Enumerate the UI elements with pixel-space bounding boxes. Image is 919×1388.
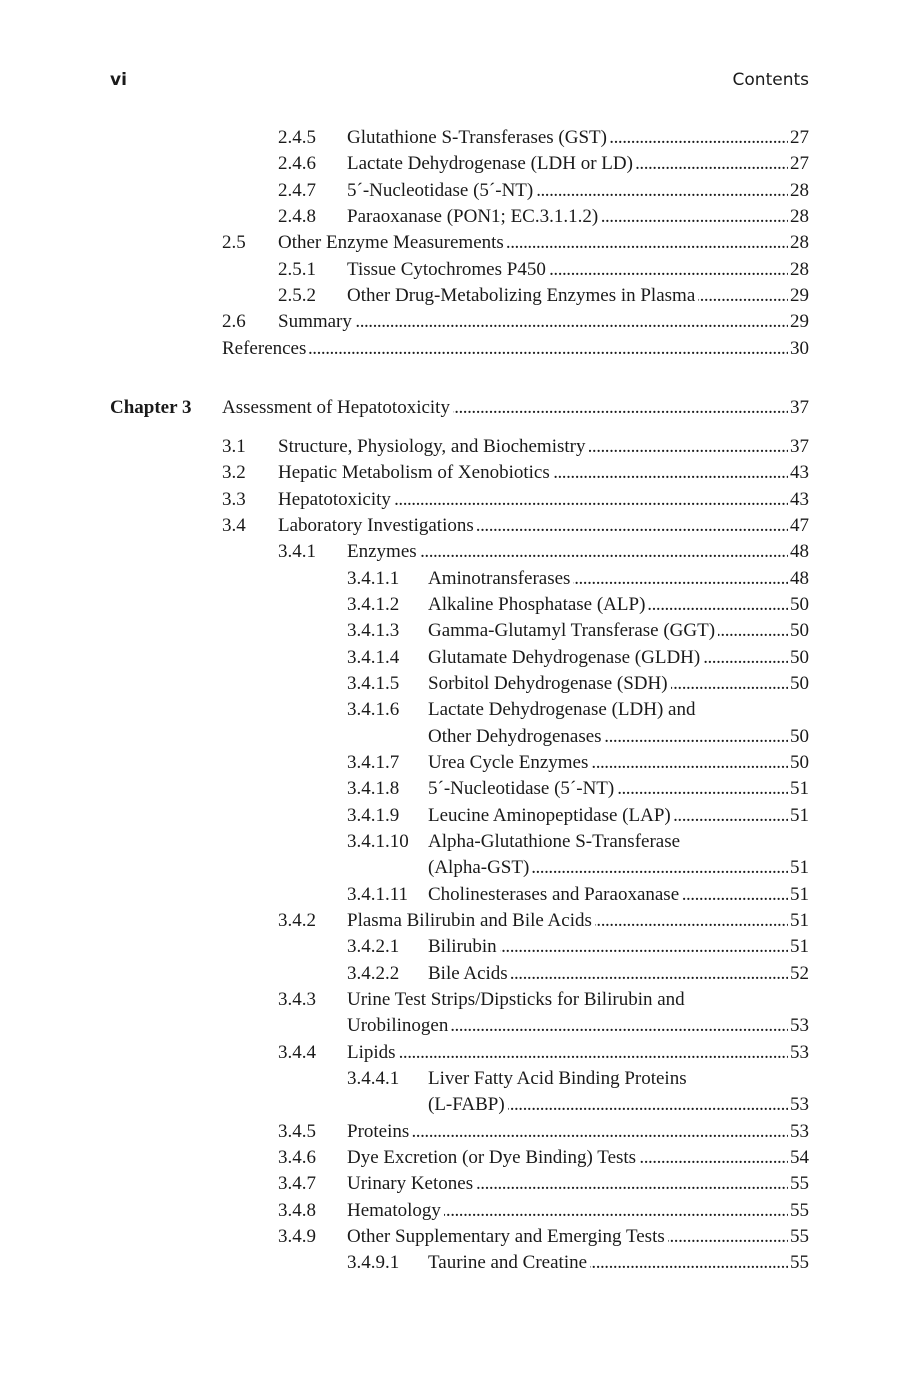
section-number: 3.4.3: [278, 989, 316, 1010]
section-number: 2.4.6: [278, 153, 316, 174]
running-header: [110, 70, 809, 96]
section-title: Sorbitol Dehydrogenase (SDH): [428, 673, 671, 694]
page-ref: 51: [788, 908, 809, 934]
section-title-wrap: [278, 460, 809, 486]
section-title-wrap: [222, 336, 809, 362]
page-ref: 43: [788, 487, 809, 513]
toc-entry[interactable]: [0, 750, 919, 776]
page-ref: 53: [788, 1040, 809, 1066]
section-title-wrap: [347, 257, 809, 283]
toc-entry[interactable]: [0, 882, 919, 908]
running-title: Contents: [732, 70, 809, 90]
toc-entry[interactable]: [0, 1066, 919, 1092]
toc-entry[interactable]: [0, 539, 919, 565]
page-ref: 50: [788, 750, 809, 776]
toc-entry[interactable]: [0, 487, 919, 513]
toc-entry[interactable]: [0, 1250, 919, 1276]
section-title: Urea Cycle Enzymes: [428, 752, 591, 773]
section-title: Taurine and Creatine: [428, 1252, 590, 1273]
toc-entry[interactable]: [0, 125, 919, 151]
section-number: 3.4.9.1: [347, 1252, 400, 1273]
section-title: Alpha-Glutathione S-Transferase: [428, 831, 683, 852]
section-number: 2.6: [222, 311, 246, 332]
section-number: 2.5.2: [278, 285, 316, 306]
section-title: Other Dehydrogenases: [428, 726, 605, 747]
page-ref: 51: [788, 803, 809, 829]
toc-entry[interactable]: [0, 829, 919, 855]
toc-entry[interactable]: [0, 395, 919, 421]
section-title-wrap: [428, 882, 809, 908]
toc-entry[interactable]: [0, 908, 919, 934]
section-title: Lipids: [347, 1042, 399, 1063]
toc-entry[interactable]: [0, 336, 919, 362]
section-title-wrap: [428, 829, 809, 855]
section-title-wrap: [278, 230, 809, 256]
section-title: Other Enzyme Measurements: [278, 232, 507, 253]
section-title: (Alpha-GST): [428, 857, 532, 878]
toc-entry[interactable]: [0, 961, 919, 987]
page-ref: 37: [788, 434, 809, 460]
toc-entry[interactable]: [0, 230, 919, 256]
section-title: Laboratory Investigations: [278, 515, 477, 536]
page-ref: 51: [788, 776, 809, 802]
section-title: Gamma-Glutamyl Transferase (GGT): [428, 620, 718, 641]
section-number: 3.4.1.2: [347, 594, 400, 615]
section-title: Dye Excretion (or Dye Binding) Tests: [347, 1147, 639, 1168]
section-title-wrap: [347, 1171, 809, 1197]
section-number: 3.4.1.11: [347, 884, 409, 905]
page-ref: 55: [788, 1198, 809, 1224]
page-ref: 50: [788, 592, 809, 618]
toc-entry[interactable]: [0, 460, 919, 486]
section-title-wrap: [428, 1066, 809, 1092]
page-ref: 43: [788, 460, 809, 486]
toc-entry[interactable]: [0, 513, 919, 539]
toc-entry[interactable]: [0, 987, 919, 1013]
section-number: 3.4.7: [278, 1173, 316, 1194]
section-title-wrap: [428, 750, 809, 776]
section-title-wrap: [347, 204, 809, 230]
section-title-wrap: [347, 178, 809, 204]
section-number: 3.1: [222, 436, 246, 457]
toc-entry[interactable]: [0, 697, 919, 723]
section-number: 2.5.1: [278, 259, 316, 280]
toc-entry[interactable]: [0, 776, 919, 802]
section-title-wrap: [347, 987, 809, 1013]
section-title-wrap: [428, 724, 809, 750]
section-title-wrap: [428, 618, 809, 644]
section-number: 3.3: [222, 489, 246, 510]
section-title: Hepatotoxicity: [278, 489, 394, 510]
section-number: 2.4.8: [278, 206, 316, 227]
toc-entry[interactable]: [0, 1198, 919, 1224]
page-ref: 55: [788, 1171, 809, 1197]
page-ref: 27: [788, 125, 809, 151]
section-title-wrap: [347, 1119, 809, 1145]
section-title-wrap: [347, 1040, 809, 1066]
section-title: Urobilinogen: [347, 1015, 451, 1036]
page-ref: 50: [788, 645, 809, 671]
toc-entry[interactable]: [0, 803, 919, 829]
section-title-wrap: [347, 283, 809, 309]
section-title-wrap: [347, 908, 809, 934]
section-title: Glutamate Dehydrogenase (GLDH): [428, 647, 703, 668]
section-title-wrap: [428, 803, 809, 829]
section-number: 2.5: [222, 232, 246, 253]
page-ref: 37: [788, 395, 809, 421]
page-ref: 53: [788, 1119, 809, 1145]
section-title: Lactate Dehydrogenase (LDH) and: [428, 699, 698, 720]
toc-entry[interactable]: [0, 592, 919, 618]
section-number: 3.4.4: [278, 1042, 316, 1063]
section-title: Liver Fatty Acid Binding Proteins: [428, 1068, 690, 1089]
section-title-wrap: [428, 961, 809, 987]
section-number: 3.4.1.1: [347, 568, 400, 589]
page-ref: 55: [788, 1224, 809, 1250]
page-ref: 47: [788, 513, 809, 539]
section-title: Tissue Cytochromes P450: [347, 259, 549, 280]
section-title: Glutathione S-Transferases (GST): [347, 127, 610, 148]
section-number: 3.2: [222, 462, 246, 483]
page-ref: 50: [788, 618, 809, 644]
section-title-wrap: [428, 592, 809, 618]
toc-entry[interactable]: [0, 178, 919, 204]
section-title: Structure, Physiology, and Biochemistry: [278, 436, 589, 457]
page-ref: 50: [788, 724, 809, 750]
section-title-wrap: [428, 671, 809, 697]
section-title: (L-FABP): [428, 1094, 508, 1115]
section-title-wrap: [278, 487, 809, 513]
section-number: 3.4.9: [278, 1226, 316, 1247]
section-number: 3.4.8: [278, 1200, 316, 1221]
page-ref: 48: [788, 566, 809, 592]
toc-entry[interactable]: [0, 204, 919, 230]
toc-entry[interactable]: [0, 1224, 919, 1250]
section-title: Alkaline Phosphatase (ALP): [428, 594, 648, 615]
section-number: 3.4: [222, 515, 246, 536]
toc-entry[interactable]: [0, 309, 919, 335]
page-ref: 52: [788, 961, 809, 987]
page-ref: 51: [788, 855, 809, 881]
section-title: Bilirubin: [428, 936, 500, 957]
section-title: Assessment of Hepatotoxicity: [222, 397, 453, 418]
section-title-wrap: [347, 539, 809, 565]
section-title-wrap: [428, 1250, 809, 1276]
section-title-wrap: [428, 645, 809, 671]
section-title: References: [222, 338, 309, 359]
section-title: Urinary Ketones: [347, 1173, 476, 1194]
page-ref: 29: [788, 309, 809, 335]
toc-entry[interactable]: [0, 151, 919, 177]
page-ref: 30: [788, 336, 809, 362]
section-number: 3.4.2.2: [347, 963, 400, 984]
section-number: 3.4.5: [278, 1121, 316, 1142]
page-ref: 50: [788, 671, 809, 697]
page-ref: 27: [788, 151, 809, 177]
section-title: 5´-Nucleotidase (5´-NT): [428, 778, 617, 799]
section-number: 3.4.1.4: [347, 647, 400, 668]
page-ref: 29: [788, 283, 809, 309]
section-title: Enzymes: [347, 541, 420, 562]
section-title-wrap: [347, 151, 809, 177]
toc-entry[interactable]: [0, 283, 919, 309]
section-number: 3.4.1.6: [347, 699, 400, 720]
toc-entry[interactable]: [0, 645, 919, 671]
page-ref: 53: [788, 1092, 809, 1118]
toc-entry[interactable]: [0, 1013, 919, 1039]
section-title-wrap: [428, 855, 809, 881]
page-ref: 55: [788, 1250, 809, 1276]
section-title: Proteins: [347, 1121, 412, 1142]
page-ref: 48: [788, 539, 809, 565]
toc-entry[interactable]: [0, 434, 919, 460]
section-title-wrap: [428, 566, 809, 592]
section-title: Cholinesterases and Paraoxanase: [428, 884, 682, 905]
toc-entry[interactable]: [0, 671, 919, 697]
section-title-wrap: [347, 125, 809, 151]
toc-entry[interactable]: [0, 1119, 919, 1145]
section-number: 2.4.5: [278, 127, 316, 148]
section-title: Urine Test Strips/Dipsticks for Bilirubin and: [347, 989, 688, 1010]
toc-entry[interactable]: [0, 934, 919, 960]
page-ref: 51: [788, 882, 809, 908]
section-number: 3.4.2: [278, 910, 316, 931]
section-title-wrap: [347, 1145, 809, 1171]
section-title: Hematology: [347, 1200, 444, 1221]
page-number: vi: [110, 70, 127, 90]
toc-entry[interactable]: [0, 618, 919, 644]
section-number: 3.4.1.7: [347, 752, 400, 773]
toc-entry[interactable]: [0, 724, 919, 750]
section-title-wrap: [347, 1224, 809, 1250]
section-title-wrap: [222, 395, 809, 421]
section-number: 3.4.1.10: [347, 831, 409, 852]
section-number: 3.4.1.9: [347, 805, 400, 826]
section-title: Plasma Bilirubin and Bile Acids: [347, 910, 595, 931]
toc-entry[interactable]: [0, 257, 919, 283]
section-title-wrap: [278, 434, 809, 460]
section-title-wrap: [428, 1092, 809, 1118]
section-title: 5´-Nucleotidase (5´-NT): [347, 180, 536, 201]
section-number: 3.4.6: [278, 1147, 316, 1168]
section-number: 3.4.4.1: [347, 1068, 400, 1089]
toc-entry[interactable]: [0, 1171, 919, 1197]
section-title: Summary: [278, 311, 355, 332]
chapter-label: Chapter 3: [110, 397, 192, 418]
section-title: Lactate Dehydrogenase (LDH or LD): [347, 153, 636, 174]
page-ref: 51: [788, 934, 809, 960]
section-title-wrap: [347, 1013, 809, 1039]
section-title: Aminotransferases: [428, 568, 573, 589]
page-ref: 28: [788, 230, 809, 256]
toc-entry[interactable]: [0, 1040, 919, 1066]
toc-entry[interactable]: [0, 855, 919, 881]
section-number: 3.4.2.1: [347, 936, 400, 957]
section-number: 3.4.1.5: [347, 673, 400, 694]
toc-entry[interactable]: [0, 566, 919, 592]
section-title-wrap: [428, 776, 809, 802]
page-ref: 53: [788, 1013, 809, 1039]
page-ref: 54: [788, 1145, 809, 1171]
section-number: 2.4.7: [278, 180, 316, 201]
page-ref: 28: [788, 257, 809, 283]
section-number: 3.4.1.8: [347, 778, 400, 799]
section-number: 3.4.1: [278, 541, 316, 562]
section-title-wrap: [428, 697, 809, 723]
section-title: Other Drug-Metabolizing Enzymes in Plasma: [347, 285, 698, 306]
toc-entry[interactable]: [0, 1092, 919, 1118]
section-title-wrap: [347, 1198, 809, 1224]
section-title-wrap: [278, 309, 809, 335]
page-ref: 28: [788, 204, 809, 230]
section-title-wrap: [278, 513, 809, 539]
section-title: Other Supplementary and Emerging Tests: [347, 1226, 668, 1247]
section-title-wrap: [428, 934, 809, 960]
section-title: Hepatic Metabolism of Xenobiotics: [278, 462, 553, 483]
section-title: Bile Acids: [428, 963, 511, 984]
section-number: 3.4.1.3: [347, 620, 400, 641]
section-title: Leucine Aminopeptidase (LAP): [428, 805, 674, 826]
page-ref: 28: [788, 178, 809, 204]
toc-entry[interactable]: [0, 1145, 919, 1171]
section-title: Paraoxanase (PON1; EC.3.1.1.2): [347, 206, 601, 227]
